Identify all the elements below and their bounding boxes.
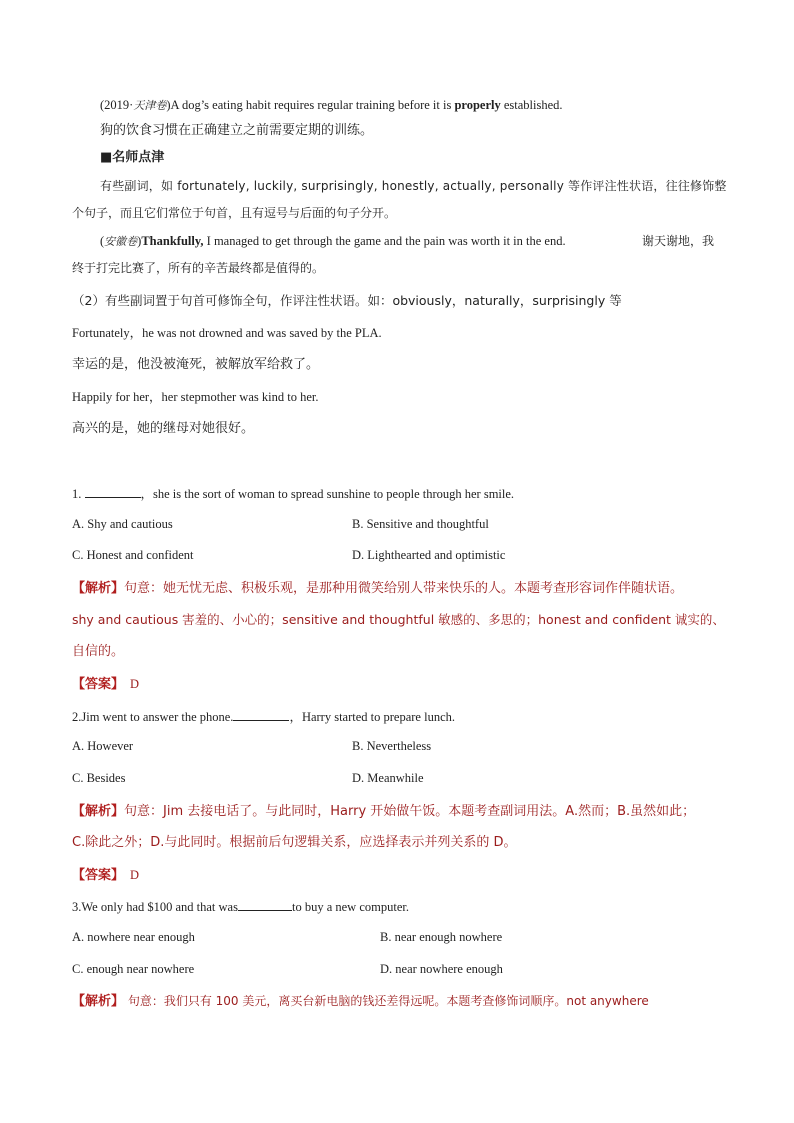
analysis-2-line-2: C.除此之外；D.与此同时。根据前后句逻辑关系，应选择表示并列关系的 D。 <box>72 835 517 850</box>
example-keyword: properly <box>454 98 501 112</box>
example-sentence-4: Happily for her，her stepmother was kind to her. <box>72 390 319 404</box>
option-b: B. Sensitive and thoughtful <box>352 517 489 531</box>
option-d: D. Meanwhile <box>352 771 424 785</box>
example-translation-1: 狗的饮食习惯在正确建立之前需要定期的训练。 <box>100 123 374 138</box>
example-translation-4: 高兴的是，她的继母对她很好。 <box>72 421 255 436</box>
question-3-stem <box>72 898 409 915</box>
teacher-tip-line-2: 个句子，而且它们常位于句首，且有逗号与后面的句子分开。 <box>72 206 397 220</box>
analysis-label: 【解析】 <box>72 581 125 596</box>
example-keyword-2: Thankfully, <box>141 234 204 248</box>
point-2: （2）有些副词置于句首可修饰全句，作评注性状语。如：obviously，naturally，surprisingly 等 <box>72 293 622 308</box>
answer-2 <box>72 867 139 884</box>
example-text-2: I managed to get through the game and the pain was worth it in the end. <box>203 234 566 248</box>
analysis-label: 【解析】 <box>72 804 125 819</box>
source-paren-open: ( <box>100 234 105 248</box>
option-c: C. Honest and confident <box>72 548 194 562</box>
option-d: D. Lighthearted and optimistic <box>352 548 506 562</box>
question-text-end: ，Harry started to prepare lunch. <box>289 710 455 724</box>
example-text-end: established. <box>500 98 563 112</box>
source-paren-close: ) <box>137 234 142 248</box>
teacher-tip-heading: ■名师点津 <box>100 150 165 165</box>
analysis-text: 句意：Jim 去接电话了。与此同时，Harry 开始做午饭。本题考查副词用法。A.然而；B.虽然如此； <box>124 804 696 819</box>
analysis-label: 【解析】 <box>72 994 125 1009</box>
example-sentence-3: Fortunately，he was not drowned and was saved by the PLA. <box>72 326 382 340</box>
source-prefix: (2019· <box>100 98 134 112</box>
example-translation-2-start: 谢天谢地，我 <box>642 234 715 248</box>
analysis-text: 句意：她无忧无虑、积极乐观，是那种用微笑给别人带来快乐的人。本题考查形容词作伴随状语。 <box>124 581 684 596</box>
option-b: B. Nevertheless <box>352 739 432 753</box>
answer-label: 【答案】 <box>72 868 125 883</box>
option-a: A. nowhere near enough <box>72 930 195 944</box>
question-text: ，she is the sort of woman to spread sunshine to people through her smile. <box>140 487 515 501</box>
example-text: )A dog’s eating habit requires regular training before it is <box>166 98 455 112</box>
answer-blank <box>85 485 141 498</box>
question-number: 1. <box>72 487 85 501</box>
analysis-2-line-1 <box>72 803 695 820</box>
example-translation-3: 幸运的是，他没被淹死，被解放军给救了。 <box>72 357 320 372</box>
example-sentence-1 <box>100 97 563 114</box>
question-text-start: 2.Jim went to answer the phone. <box>72 710 234 724</box>
answer-label: 【答案】 <box>72 677 125 692</box>
option-a: A. However <box>72 739 134 753</box>
question-2-stem <box>72 708 455 725</box>
option-b: B. near enough nowhere <box>380 930 503 944</box>
analysis-text: 句意：我们只有 100 美元，离买台新电脑的钱还差得远呢。本题考查修饰词顺序。not anywhere <box>124 994 649 1008</box>
source-name: 天津卷 <box>133 100 167 112</box>
answer-blank <box>238 898 292 911</box>
teacher-tip-line-1: 有些副词，如 fortunately, luckily, surprisingly, honestly, actually, personally 等作评注性状语，往往修饰整 <box>100 179 727 193</box>
example-translation-2: 终于打完比赛了，所有的辛苦最终都是值得的。 <box>72 261 325 275</box>
option-d: D. near nowhere enough <box>380 962 503 976</box>
analysis-1-line-1 <box>72 580 683 597</box>
answer-value: D <box>130 677 140 691</box>
answer-1 <box>72 676 139 693</box>
source-name-2: 安徽卷 <box>104 236 138 248</box>
answer-blank <box>233 708 289 721</box>
analysis-1-line-3: 自信的。 <box>72 644 125 659</box>
option-c: C. Besides <box>72 771 126 785</box>
answer-value: D <box>130 868 140 882</box>
question-1-stem <box>72 485 514 502</box>
question-text-end: to buy a new computer. <box>291 900 409 914</box>
example-sentence-2 <box>100 233 566 250</box>
analysis-1-line-2: shy and cautious 害羞的、小心的；sensitive and thoughtful 敏感的、多思的；honest and confident 诚实的、 <box>72 612 725 627</box>
option-a: A. Shy and cautious <box>72 517 173 531</box>
question-text-start: 3.We only had $100 and that was <box>72 900 238 914</box>
analysis-3-line-1 <box>72 993 649 1010</box>
option-c: C. enough near nowhere <box>72 962 195 976</box>
